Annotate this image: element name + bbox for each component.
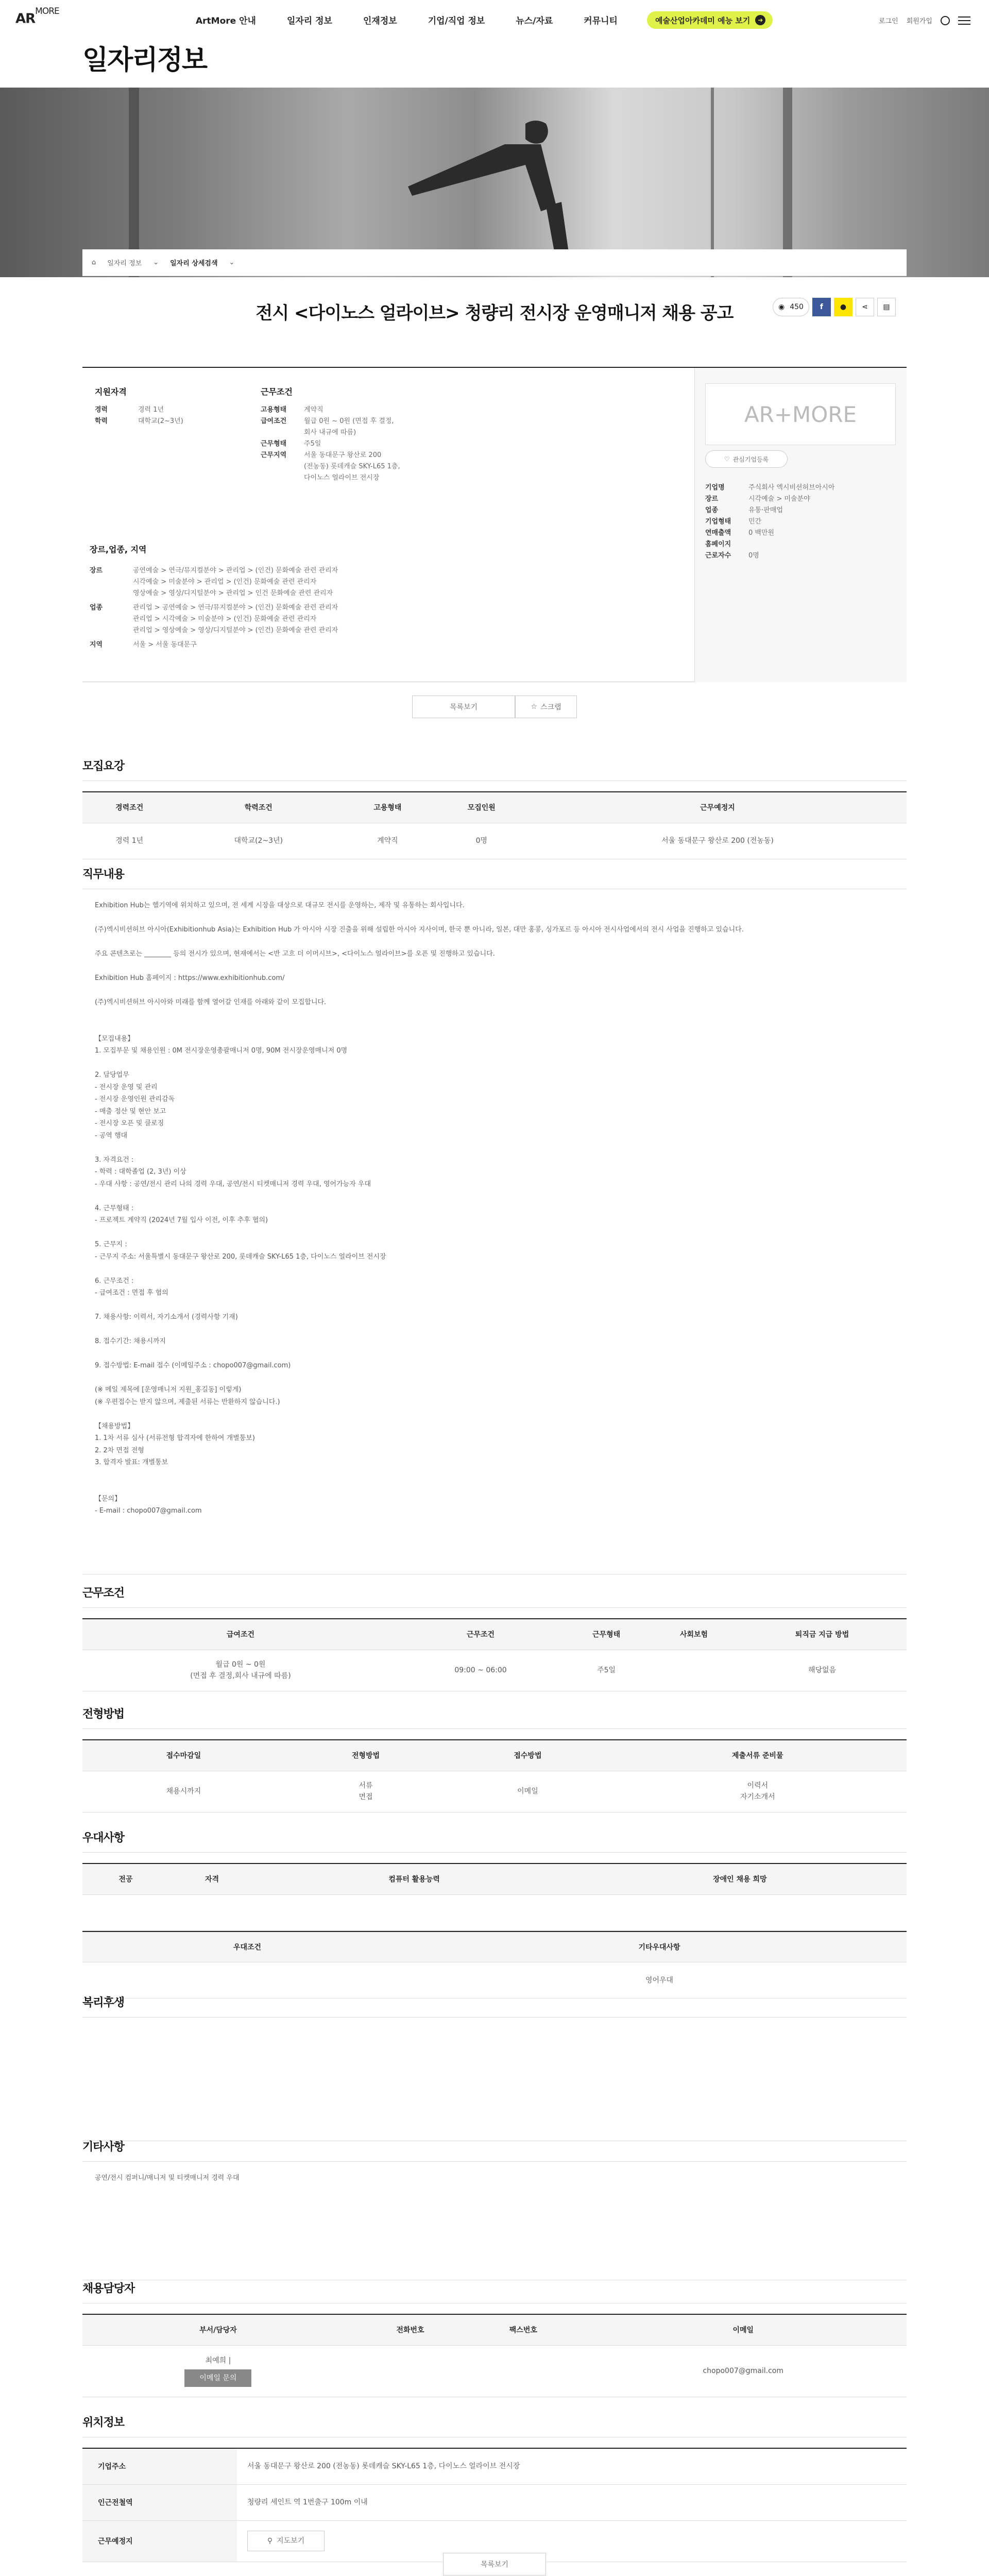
genre-item: 공연예술 > 연극/뮤지컬분야 > 관리업 > (인건) 문화예술 관련 관리자: [133, 567, 338, 574]
td: [650, 1650, 738, 1691]
th: 팩스번호: [467, 2314, 579, 2345]
biz-item: 관리업 > 영상예술 > 영상/디지털분야 > (인건) 문화예술 관련 관리자: [133, 626, 338, 634]
genre-item: 영상예술 > 영상/디지털분야 > 관리업 > 인건 문화예술 관련 관리자: [133, 589, 333, 597]
salary-value: 월급 0원 ~ 0원 (면접 후 결정, 회사 내규에 따름): [304, 417, 394, 436]
process-section: [82, 1705, 907, 1812]
th: 이메일: [579, 2314, 907, 2345]
td: 서울 동대문구 왕산로 200 (전농동): [528, 823, 907, 859]
duty-section: [82, 866, 907, 1574]
manager-table: [82, 2314, 907, 2397]
other-title: 기타사항: [82, 2138, 907, 2162]
pref-title: 우대사항: [82, 1829, 907, 1853]
career-value: 경력 1년: [138, 406, 164, 414]
company-row-label: 장르: [705, 495, 719, 503]
type-label: 고용형태: [261, 406, 287, 414]
th: 우대조건: [82, 1931, 412, 1962]
th: 근무조건: [399, 1619, 562, 1650]
company-row-value: 0명: [748, 552, 759, 560]
biz-item: 관리업 > 공연예술 > 연극/뮤지컬분야 > (인건) 문화예술 관련 관리자: [133, 604, 338, 612]
th: 컴퓨터 활용능력: [255, 1863, 573, 1894]
th: 전형방법: [285, 1740, 447, 1771]
company-row-label: 기업형태: [705, 518, 731, 526]
menu-icon[interactable]: [958, 16, 970, 25]
th: 접수방법: [447, 1740, 608, 1771]
biz-label: 업종: [90, 604, 103, 612]
location-section: [82, 2414, 907, 2569]
td: 월급 0원 ~ 0원 (면접 후 결정,회사 내규에 따름): [82, 1650, 399, 1691]
company-row-label: 기업명: [705, 484, 725, 492]
recruit-section: [82, 757, 907, 859]
shift-label: 근무형태: [261, 440, 287, 448]
site-header: [0, 0, 989, 41]
company-row-value: 민간: [748, 518, 762, 526]
facebook-share-button[interactable]: f: [812, 298, 831, 316]
company-logo: AR+MORE: [705, 383, 896, 445]
place-label: 근무지역: [261, 451, 287, 459]
nav-about[interactable]: ArtMore 안내: [196, 16, 256, 26]
type-value: 계약직: [304, 406, 323, 414]
arrow-right-icon: ➜: [755, 15, 765, 25]
th: 학력조건: [176, 792, 340, 823]
company-row-label: 홈페이지: [705, 540, 731, 548]
recruit-title: 모집요강: [82, 757, 907, 781]
th: 장애인 채용 희망: [573, 1863, 907, 1894]
td: 계약직: [340, 823, 434, 859]
th: 기업주소: [82, 2448, 237, 2484]
salary-label: 급여조건: [261, 417, 287, 425]
td: 09:00 ~ 06:00: [399, 1650, 562, 1691]
th: 전화번호: [354, 2314, 467, 2345]
td: 주5일: [562, 1650, 650, 1691]
duty-title: 직무내용: [82, 866, 907, 889]
place-value: 서울 동대문구 왕산로 200 (전농동) 롯데캐슬 SKY-L65 1층, 다이노스 얼라이브 전시장: [304, 451, 400, 482]
td: 서류 면접: [285, 1771, 447, 1812]
biz-item: 관리업 > 시각예술 > 미술분야 > (인건) 문화예술 관련 관리자: [133, 615, 317, 623]
dancer-photo: [0, 88, 989, 277]
nav-talent[interactable]: 인재정보: [363, 16, 397, 26]
th: 사회보험: [650, 1619, 738, 1650]
breadcrumb: [82, 249, 907, 276]
td: 해당없음: [738, 1650, 907, 1691]
td: 청량리 세인트 역 1번출구 100m 이내: [237, 2484, 907, 2520]
star-icon: ☆: [531, 703, 537, 711]
utility-menu: [879, 15, 970, 25]
th: 접수마감일: [82, 1740, 285, 1771]
th: 기타우대사항: [412, 1931, 907, 1962]
work-section: [82, 1584, 907, 1691]
page-title: 일자리정보: [82, 45, 207, 76]
th: 근무예정지: [82, 2520, 237, 2562]
field-title: 장르,업종, 지역: [90, 545, 147, 554]
td: 서울 동대문구 왕산로 200 (전농동) 롯데캐슬 SKY-L65 1층, 다이노스 얼라이브 전시장: [237, 2448, 907, 2484]
nav-community[interactable]: 커뮤니티: [584, 16, 618, 26]
th: 근무형태: [562, 1619, 650, 1650]
td: 이력서 자기소개서: [609, 1771, 907, 1812]
job-actions: [773, 298, 896, 316]
chevron-down-icon[interactable]: ⌄: [229, 259, 235, 266]
genre-item: 시각예술 > 미술분야 > 관리업 > (인건) 문화예술 관련 관리자: [133, 578, 317, 586]
company-row-label: 연매출액: [705, 529, 731, 537]
manager-name: 최예희 |: [205, 2357, 231, 2365]
pref-table: [82, 1863, 907, 1931]
pref-section: [82, 1829, 907, 1998]
manager-section: [82, 2280, 907, 2397]
genre-label: 장르: [90, 567, 103, 574]
map-button[interactable]: ⚲ 지도보기: [247, 2531, 325, 2551]
edu-value: 대학교(2~3년): [138, 417, 183, 425]
heart-icon: ♡: [724, 455, 730, 463]
company-row-label: 업종: [705, 506, 719, 514]
process-title: 전형방법: [82, 1705, 907, 1729]
edu-label: 학력: [95, 417, 108, 425]
td: 이메일: [447, 1771, 608, 1812]
breadcrumb-item-search[interactable]: 일자리 상세검색: [170, 260, 218, 267]
global-nav: [196, 13, 618, 26]
print-icon[interactable]: ▤: [877, 298, 896, 316]
company-row-value: 유통·판매업: [748, 506, 783, 514]
kakao-share-button[interactable]: ●: [834, 298, 852, 316]
td: 채용시까지: [82, 1771, 285, 1812]
work-table: [82, 1618, 907, 1691]
email-inquiry-button[interactable]: 이메일 문의: [184, 2369, 251, 2387]
scrap-button[interactable]: ☆ 스크랩: [515, 696, 577, 718]
th: 전공: [82, 1863, 169, 1894]
th: 급여조건: [82, 1619, 399, 1650]
td: 0명: [435, 823, 528, 859]
share-icon[interactable]: ⋖: [856, 298, 874, 316]
td: 경력 1년: [82, 823, 176, 859]
td: 영어우대: [412, 1962, 907, 1998]
area-label: 지역: [90, 641, 103, 649]
pin-icon: ⚲: [267, 2537, 273, 2545]
welfare-section: [82, 1994, 907, 2141]
th: 모집인원: [435, 792, 528, 823]
th: 자격: [169, 1863, 255, 1894]
home-icon[interactable]: ⌂: [92, 259, 96, 266]
nav-news[interactable]: 뉴스/자료: [516, 16, 553, 26]
conditions-title: 근무조건: [261, 387, 293, 397]
job-title: 전시 <다이노스 얼라이브> 청량리 전시장 운영매니저 채용 공고: [255, 303, 734, 324]
welfare-title: 복리후생: [82, 1994, 907, 2018]
th: 퇴직금 지급 방법: [738, 1619, 907, 1650]
company-rows: [705, 482, 834, 562]
field-info: [90, 543, 646, 651]
site-logo[interactable]: $AR^{MORE}$: [15, 6, 59, 27]
other-section: [82, 2138, 907, 2280]
td: 대학교(2~3년): [176, 823, 340, 859]
career-label: 경력: [95, 406, 108, 414]
th: 고용형태: [340, 792, 434, 823]
breadcrumb-item-jobs[interactable]: 일자리 정보: [107, 260, 142, 267]
th: 경력조건: [82, 792, 176, 823]
chevron-down-icon[interactable]: ⌄: [153, 259, 159, 266]
location-table: [82, 2448, 907, 2562]
other-text: 공연/전시 컴퍼니/매니저 및 티켓매니저 경력 우대: [82, 2162, 907, 2280]
job-summary: [82, 367, 907, 682]
hero-banner: [0, 88, 989, 277]
nav-jobs[interactable]: 일자리 정보: [286, 16, 332, 26]
th: 인근전철역: [82, 2484, 237, 2520]
th: 제출서류 준비물: [609, 1740, 907, 1771]
eye-icon: ◉: [778, 303, 785, 311]
manager-email: chopo007@gmail.com: [579, 2345, 907, 2397]
recruit-table: [82, 791, 907, 859]
company-card: [694, 368, 907, 682]
manager-title: 채용담당자: [82, 2280, 907, 2303]
join-link[interactable]: 회원가입: [906, 18, 932, 25]
follow-company-button[interactable]: ♡ 관심기업등록: [705, 450, 788, 468]
th: 근무예정지: [528, 792, 907, 823]
search-icon[interactable]: [941, 16, 950, 25]
th: 부서/담당자: [82, 2314, 354, 2345]
company-row-label: 근로자수: [705, 552, 731, 560]
qualifications-title: 지원자격: [95, 387, 127, 397]
pref-table-2: [82, 1931, 907, 1999]
academy-pill-button[interactable]: 예술산업아카데미 예능 보기 ➜: [647, 11, 773, 29]
company-row-value: 주식회사 엑시비션허브아시아: [748, 484, 835, 492]
nav-company[interactable]: 기업/직업 정보: [428, 16, 485, 26]
shift-value: 주5일: [304, 440, 321, 448]
work-title: 근무조건: [82, 1584, 907, 1608]
view-count: ◉ 450: [773, 298, 809, 316]
process-table: [82, 1739, 907, 1812]
area-value: 서울 > 서울 동대문구: [133, 641, 197, 649]
login-link[interactable]: 로그인: [879, 18, 898, 25]
company-row-value: 0 백만원: [748, 529, 775, 537]
location-title: 위치정보: [82, 2414, 907, 2437]
list-button-bottom[interactable]: 목록보기: [443, 2553, 546, 2575]
conditions: [261, 385, 400, 484]
company-row-value: 시각예술 > 미술분야: [748, 495, 810, 503]
list-button[interactable]: 목록보기: [412, 696, 515, 718]
qualifications: [95, 385, 183, 427]
duty-text: Exhibition Hub는 헬기역에 위치하고 있으며, 전 세계 시장을 대상으로 대규모 전시를 운영하는, 제작 및 유통하는 회사입니다. (주)엑시비션허브 아시아(Exhibitionhub Asia)는 Exhibition Hub 가 아시아 시장 진출을 위해 설립한 아시아 지사이며, 한국 뿐 아니라, 일본, 대만 홍콩, 싱가포르 등 아시아 전시사업에서의 전시 사업을 진행하고 있습니다. 주요 콘텐츠로는 ________ 등의 전시가 있으며, 현재에서는 <반 고흐 더 이머시브>, <다이노스 얼라이브>를 오픈 및 진행하고 있습니다. Exhibition Hub 홈페이지 : https://www.exhibitionhub.com/ (주)엑시비션허브 아시아와 미래를 함께 열어갈 인재를 아래와 같이 모집합니다. 【모집내용】 1. 모집부문 및 채용인원 : 0M 전시장운영총괄매니저 0명, 90M 전시장운영매니저 0명 2. 담당업무 - 전시장 운영 및 관리 - 전시장 운영인원 관리감독 - 매출 정산 및 현안 보고 - 전시장 오픈 및 클로징 - 공역 행대 3. 자격요건 : - 학력 : 대학졸업 (2, 3년) 이상 - 우대 사항 : 공연/전시 관리 나의 경력 우대, 공연/전시 티켓매니저 경력 우대, 영어가능자 우대 4. 근무형태 : - 프로젝트 계약직 (2024년 7월 입사 이전, 이후 추후 협의) 5. 근무지 : - 근무지 주소: 서울특별시 동대문구 왕산로 200, 롯데캐슬 SKY-L65 1층, 다이노스 얼라이브 전시장 6. 근무조건 : - 급여조건 : 면접 후 협의 7. 채용사항: 이력서, 자기소개서 (경력사항 기재) 8. 접수기간: 채용시까지 9. 접수방법: E-mail 접수 (이메일주소 : chopo007@gmail.com) (※ 메일 제목에 [운영매니저 지원_홍길동] 이렇게) (※ 우편접수는 받지 않으며, 제출된 서류는 반환하지 않습니다.) 【채용방법】 1. 1차 서류 심사 (서류전형 합격자에 한하여 개별통보) 2. 2차 면접 전형 3. 합격자 발표: 개별통보 【문의】 - E-mail : chopo007@gmail.com: [82, 889, 907, 1574]
